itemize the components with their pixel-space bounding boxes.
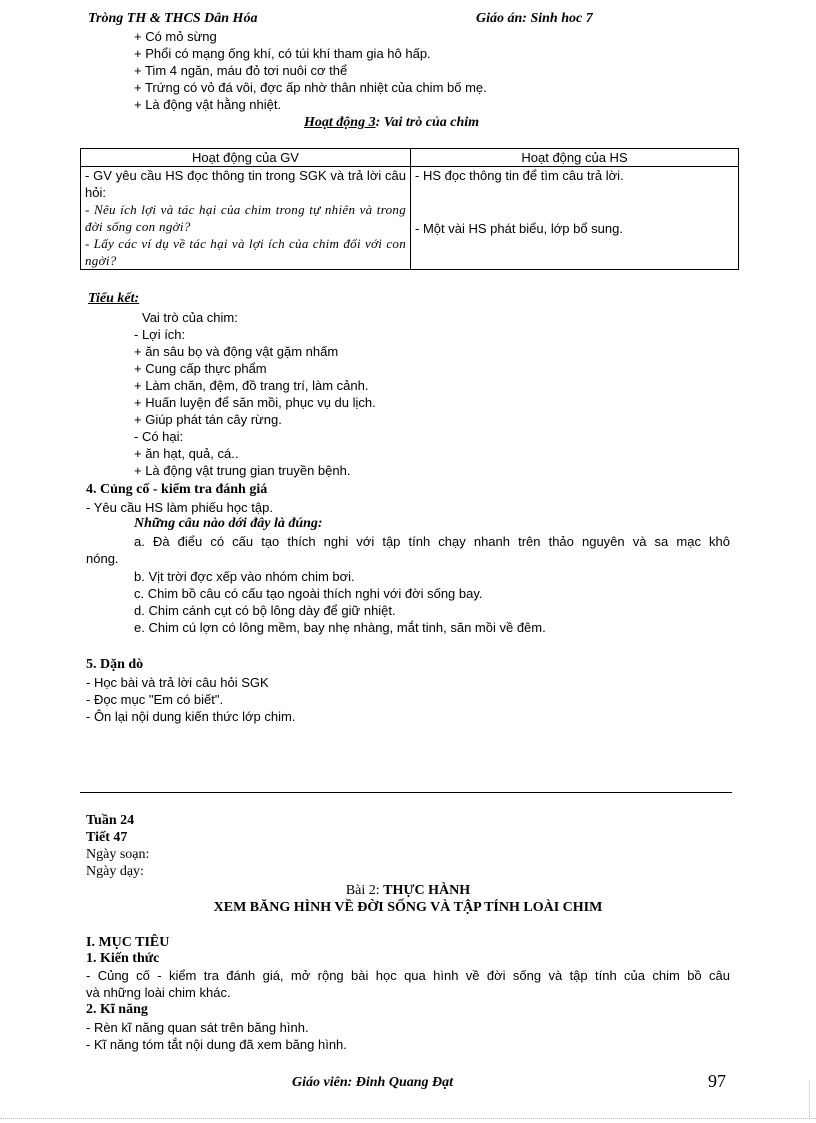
teach-date-label: Ngày dạy:: [86, 864, 144, 879]
intro-line: + Tim 4 ngăn, máu đỏ tơi nuôi cơ thể: [134, 63, 348, 78]
answer-e: e. Chim cú lợn có lông mềm, bay nhẹ nhàng, mắt tinh, săn mồi về đêm.: [134, 620, 546, 635]
knowledge-line2: và những loài chim khác.: [86, 985, 231, 1000]
page-border-bottom: [0, 1118, 816, 1119]
summary-line: - Lợi ích:: [134, 327, 186, 342]
hs-answer-2: - Một vài HS phát biểu, lớp bổ sung.: [415, 221, 623, 236]
activity3-title: : Vai trò của chim: [375, 115, 480, 130]
section5-line: - Học bài và trả lời câu hỏi SGK: [86, 675, 269, 690]
summary-line: + Là động vật trung gian truyền bệnh.: [134, 463, 351, 478]
table-row: [81, 167, 739, 270]
summary-line: + ăn sâu bọ và động vật gặm nhấm: [134, 344, 339, 359]
lesson-number-line: [0, 881, 816, 899]
activity3-label: Hoạt động 3: [304, 115, 376, 130]
table-header-row: [81, 149, 739, 167]
section5-title: 5. Dặn dò: [86, 657, 144, 672]
section4-title: 4. Củng cố - kiểm tra đánh giá: [86, 482, 268, 497]
section5-line: - Ôn lại nội dung kiến thức lớp chim.: [86, 709, 296, 724]
intro-line: + Có mỏ sừng: [134, 29, 217, 44]
summary-line: + Cung cấp thực phẩm: [134, 361, 267, 376]
activity-table: [80, 148, 739, 270]
summary-line: + Làm chăn, đệm, đồ trang trí, làm cảnh.: [134, 378, 369, 393]
summary-title: Tiểu kết:: [88, 291, 140, 306]
summary-line: Vai trò của chim:: [142, 310, 238, 325]
header-lesson-plan: Giáo án: Sinh hoc 7: [476, 11, 593, 26]
prep-date-label: Ngày soạn:: [86, 847, 150, 862]
hs-answer-1: - HS đọc thông tin để tìm câu trả lời.: [415, 168, 624, 183]
activity3-heading: [304, 114, 479, 131]
answer-a-line2: nóng.: [86, 551, 119, 566]
intro-line: + Phổi có mạng ống khí, có túi khí tham gia hô hấp.: [134, 46, 431, 61]
lesson-kind: THỰC HÀNH: [383, 883, 471, 898]
lesson-number: Bài 2:: [345, 883, 384, 898]
skills-title: 2. Kĩ năng: [86, 1002, 148, 1017]
section4-question: Những câu nào dới đây là đúng:: [134, 516, 323, 531]
table-header-gv: Hoạt động của GV: [81, 149, 411, 167]
gv-question-1: - Nêu ích lợi và tác hại của chim trong tự nhiên và trong đời sống con ngời?: [85, 202, 406, 234]
section5-line: - Đọc mục "Em có biết".: [86, 692, 224, 707]
summary-line: + Huấn luyện để săn mồi, phục vụ du lịch.: [134, 395, 376, 410]
table-header-hs: Hoạt động của HS: [411, 149, 739, 167]
summary-line: + Giúp phát tán cây rừng.: [134, 412, 282, 427]
section4-task: - Yêu cầu HS làm phiếu học tập.: [86, 500, 273, 515]
week-label: Tuần 24: [86, 813, 135, 828]
answer-b: b. Vịt trời đợc xếp vào nhóm chim bơi.: [134, 569, 355, 584]
gv-intro: - GV yêu cầu HS đọc thông tin trong SGK và trả lời câu hỏi:: [85, 168, 406, 200]
skills-line1: - Rèn kĩ năng quan sát trên băng hình.: [86, 1020, 309, 1035]
section-divider: [80, 792, 732, 793]
lesson-title: XEM BĂNG HÌNH VỀ ĐỜI SỐNG VÀ TẬP TÍNH LOÀI CHIM: [213, 900, 603, 915]
intro-line: + Là động vật hằng nhiệt.: [134, 97, 282, 112]
objectives-title: I. MỤC TIÊU: [86, 935, 170, 950]
intro-line: + Trứng có vỏ đá vôi, đợc ấp nhờ thân nhiệt của chim bố mẹ.: [134, 80, 487, 95]
period-label: Tiết 47: [86, 830, 128, 845]
answer-d: d. Chim cánh cụt có bộ lông dày để giữ nhiệt.: [134, 603, 396, 618]
answer-c: c. Chim bồ câu có cấu tạo ngoài thích nghi với đời sống bay.: [134, 586, 483, 601]
summary-line: + ăn hạt, quả, cá..: [134, 446, 239, 461]
gv-question-2: - Lấy các ví dụ về tác hại và lợi ích của chim đối với con ngời?: [85, 236, 406, 268]
answer-a-line1: a. Đà điểu có cấu tạo thích nghi với tập tính chạy nhanh trên thảo nguyên và sa mạc khô: [134, 534, 730, 549]
knowledge-title: 1. Kiến thức: [86, 951, 160, 966]
footer-teacher: Giáo viên: Đinh Quang Đạt: [292, 1075, 454, 1090]
hs-cell: [411, 167, 739, 270]
header-school: Tròng TH & THCS Dân Hóa: [88, 11, 258, 26]
gv-cell: [81, 167, 411, 270]
summary-line: - Có hại:: [134, 429, 184, 444]
knowledge-line1: - Củng cố - kiểm tra đánh giá, mở rộng bài học qua hình về đời sống và tập tính của chim bồ câu: [86, 968, 730, 983]
page-border-right: [809, 1080, 810, 1119]
skills-line2: - Kĩ năng tóm tắt nội dung đã xem băng hình.: [86, 1037, 347, 1052]
page-number: 97: [708, 1071, 726, 1091]
